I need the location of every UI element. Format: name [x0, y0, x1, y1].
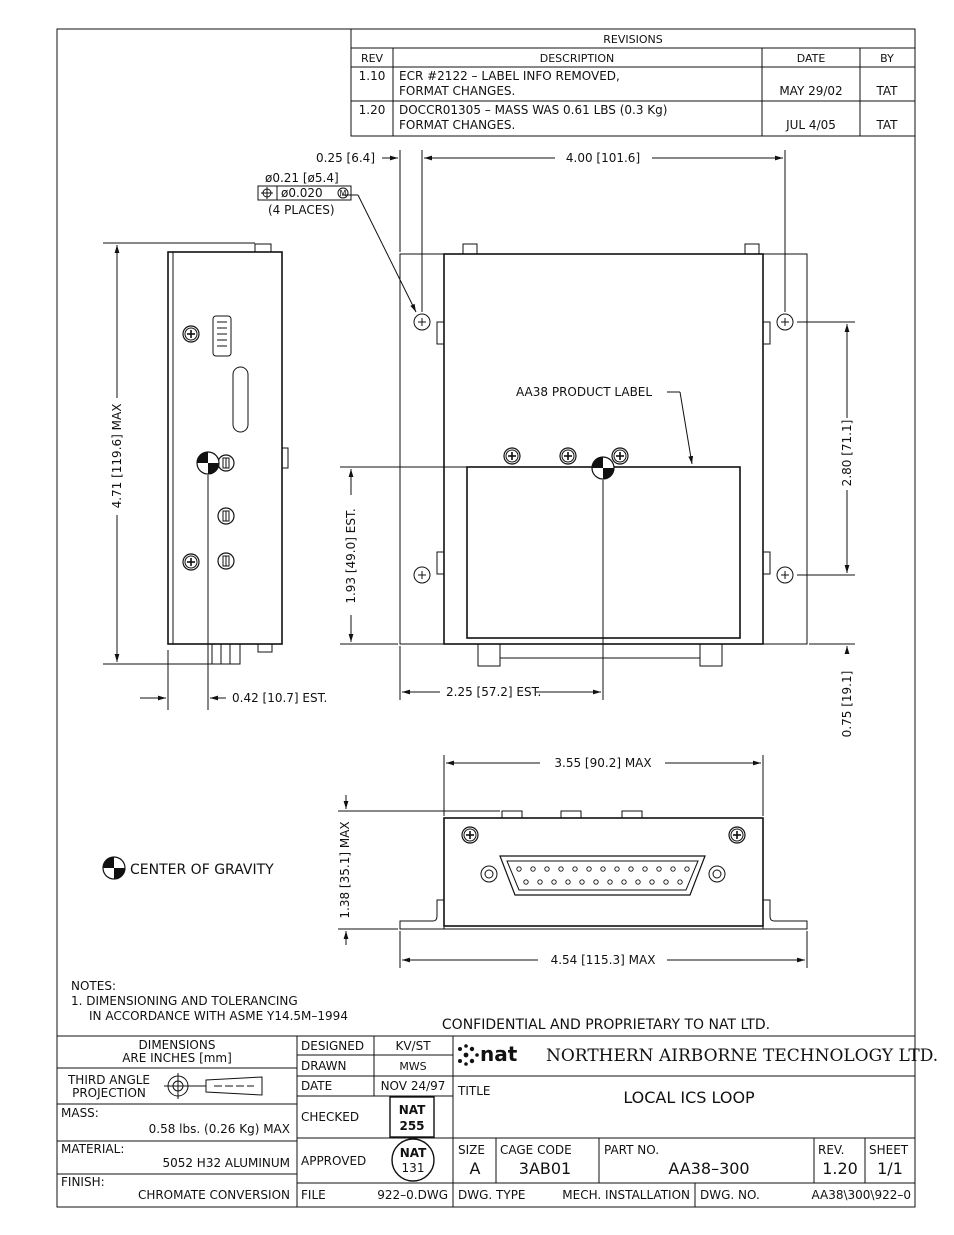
- by-header: BY: [880, 52, 894, 65]
- product-label-callout: AA38 PRODUCT LABEL: [516, 385, 653, 399]
- confidential-banner: CONFIDENTIAL AND PROPRIETARY TO NAT LTD.: [441, 1017, 771, 1033]
- cage-label: CAGE CODE: [500, 1143, 572, 1157]
- desc-cell: DOCCR01305 – MASS WAS 0.61 LBS (0.3 Kg): [399, 103, 668, 117]
- flange-dim: 0.75 [19.1]: [840, 670, 854, 738]
- front-height-dim: 1.38 [35.1] MAX: [338, 821, 352, 919]
- rev-header: REV: [360, 52, 384, 65]
- nat-logo: [458, 1042, 518, 1066]
- rev-cell: 1.20: [358, 103, 386, 117]
- side-cg-dim: 0.42 [10.7] EST.: [232, 691, 328, 705]
- cg-x-dim: 2.25 [57.2] EST.: [446, 685, 542, 699]
- by-cell: TAT: [876, 84, 898, 98]
- drawn-label: DRAWN: [301, 1059, 347, 1073]
- desc-cell: ECR #2122 – LABEL INFO REMOVED,: [399, 69, 620, 83]
- hole-spacing-h-dim: 4.00 [101.6]: [565, 151, 641, 165]
- cage-value: 3AB01: [518, 1159, 572, 1178]
- finish-label: FINISH:: [61, 1175, 105, 1189]
- material-label: MATERIAL:: [61, 1142, 125, 1156]
- svg-text:255: 255: [399, 1119, 425, 1133]
- top-dimensions: [258, 150, 855, 737]
- hole-edge-dim: 0.25 [6.4]: [316, 151, 375, 165]
- description-header: DESCRIPTION: [539, 52, 615, 65]
- note-line: 1. DIMENSIONING AND TOLERANCING: [71, 994, 298, 1008]
- date-cell: MAY 29/02: [779, 84, 843, 98]
- checked-label: CHECKED: [301, 1110, 360, 1124]
- approved-label: APPROVED: [301, 1154, 367, 1168]
- mass-value: 0.58 lbs. (0.26 Kg) MAX: [148, 1122, 290, 1136]
- side-dimensions: [103, 243, 327, 710]
- cg-legend-label: CENTER OF GRAVITY: [130, 862, 274, 878]
- notes: [71, 979, 348, 1023]
- revisions-title: REVISIONS: [603, 33, 663, 46]
- dims-units-label: ARE INCHES [mm]: [122, 1051, 232, 1065]
- hole-tol: ø0.020: [281, 186, 323, 200]
- logo-wordmark: nat: [480, 1042, 518, 1066]
- svg-text:NAT: NAT: [398, 1103, 426, 1117]
- date-cell: JUL 4/05: [786, 118, 836, 132]
- mass-label: MASS:: [61, 1106, 99, 1120]
- cg-legend: [103, 857, 274, 879]
- overall-width-dim: 4.54 [115.3] MAX: [550, 953, 656, 967]
- part-label: PART NO.: [604, 1143, 660, 1157]
- size-label: SIZE: [458, 1143, 485, 1157]
- rev-label: REV.: [818, 1143, 845, 1157]
- date-header: DATE: [796, 52, 826, 65]
- third-angle-projection-icon: [164, 1073, 262, 1099]
- finish-value: CHROMATE CONVERSION: [137, 1188, 290, 1202]
- hole-dia-dim: ø0.21 [ø5.4]: [265, 171, 339, 185]
- dims-units-label: DIMENSIONS: [138, 1038, 216, 1052]
- height-max-dim: 4.71 [119.6] MAX: [110, 403, 124, 509]
- svg-text:NAT: NAT: [399, 1146, 427, 1160]
- dwg-type-label: DWG. TYPE: [458, 1188, 526, 1202]
- db25-connector: [481, 856, 725, 895]
- desc-cell: FORMAT CHANGES.: [399, 84, 516, 98]
- sheet-label: SHEET: [869, 1143, 909, 1157]
- cg-height-dim: 1.93 [49.0] EST.: [344, 508, 358, 604]
- drawn-value: MWS: [399, 1060, 427, 1073]
- side-view: [168, 244, 288, 664]
- notes-heading: NOTES:: [71, 979, 116, 993]
- file-value: 922–0.DWG: [377, 1188, 448, 1202]
- sheet-value: 1/1: [877, 1159, 903, 1178]
- title-block: [57, 1036, 938, 1207]
- material-value: 5052 H32 ALUMINUM: [162, 1156, 290, 1170]
- note-line: IN ACCORDANCE WITH ASME Y14.5M–1994: [89, 1009, 348, 1023]
- hole-places: (4 PLACES): [268, 203, 335, 217]
- designed-label: DESIGNED: [301, 1039, 365, 1053]
- front-width-dim: 3.55 [90.2] MAX: [554, 756, 652, 770]
- dwg-no-value: AA38\300\922–0: [811, 1188, 911, 1202]
- desc-cell: FORMAT CHANGES.: [399, 118, 516, 132]
- checked-stamp: [390, 1097, 434, 1137]
- hole-spacing-v-dim: 2.80 [71.1]: [840, 419, 854, 487]
- title-label: TITLE: [458, 1084, 491, 1098]
- dwg-type-value: MECH. INSTALLATION: [562, 1188, 690, 1202]
- projection-label: PROJECTION: [72, 1086, 146, 1100]
- drawing-title: LOCAL ICS LOOP: [623, 1088, 755, 1107]
- part-number: AA38–300: [668, 1159, 750, 1178]
- rev-value: 1.20: [822, 1159, 858, 1178]
- file-label: FILE: [301, 1188, 326, 1202]
- svg-text:131: 131: [401, 1161, 425, 1175]
- rev-cell: 1.10: [358, 69, 386, 83]
- date-label: DATE: [301, 1079, 333, 1093]
- size-value: A: [469, 1159, 481, 1178]
- approved-stamp: [392, 1139, 434, 1181]
- dwg-no-label: DWG. NO.: [700, 1188, 760, 1202]
- by-cell: TAT: [876, 118, 898, 132]
- date-value: NOV 24/97: [380, 1079, 446, 1093]
- mmc-letter: M: [339, 189, 347, 198]
- front-view: [400, 811, 807, 929]
- projection-label: THIRD ANGLE: [67, 1073, 151, 1087]
- company-name: NORTHERN AIRBORNE TECHNOLOGY LTD.: [546, 1046, 939, 1066]
- designed-value: KV/ST: [395, 1039, 431, 1053]
- revisions-block: [351, 29, 915, 136]
